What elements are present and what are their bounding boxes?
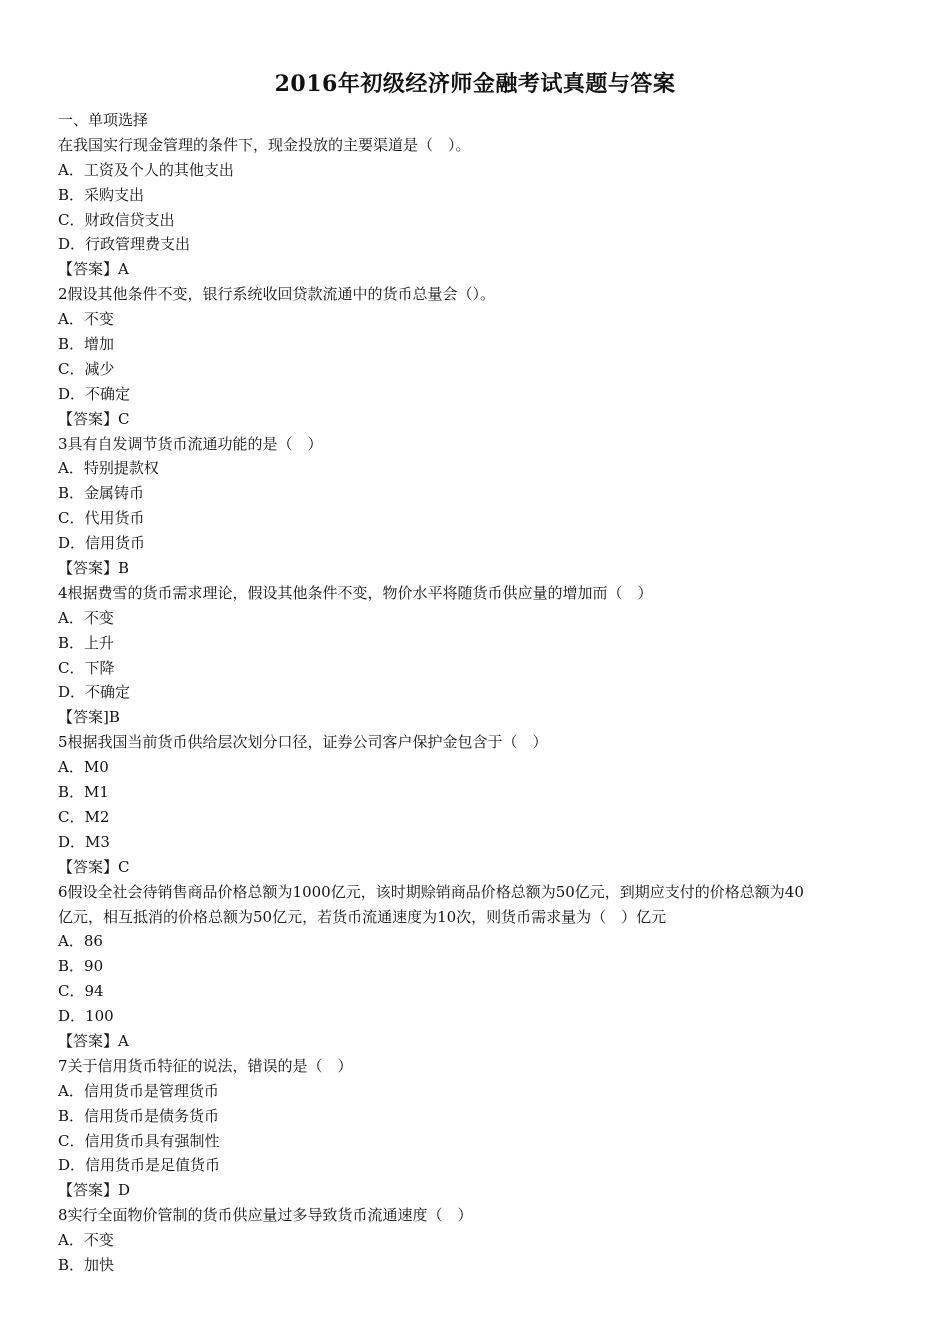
question-answer: 【答案】C (58, 857, 130, 876)
question-option: B．90 (58, 957, 104, 976)
question-option: A．信用货币是管理货币 (58, 1081, 219, 1100)
question-stem: 在我国实行现金管理的条件下，现金投放的主要渠道是（ ）。 (58, 135, 471, 154)
question-answer: 【答案】D (58, 1181, 131, 1200)
question-answer: 【答案】B (58, 559, 130, 578)
question-answer: 【答案】A (58, 260, 129, 279)
question-stem: 4根据费雪的货币需求理论，假设其他条件不变，物价水平将随货币供应量的增加而（ ） (58, 583, 653, 602)
question-stem: 5根据我国当前货币供给层次划分口径，证券公司客户保护金包含于（ ） (58, 733, 548, 752)
question-option: C．财政信贷支出 (58, 210, 175, 229)
question-option: C．代用货币 (58, 509, 145, 528)
question-answer: 【答案】C (58, 409, 130, 428)
question-stem: 7关于信用货币特征的说法，错误的是（ ） (58, 1056, 353, 1075)
question-option: D．M3 (58, 832, 110, 851)
question-stem: 2假设其他条件不变，银行系统收回贷款流通中的货币总量会（）。 (58, 285, 496, 304)
document-title: 2016年初级经济师金融考试真题与答案 (274, 71, 676, 97)
question-option: A．特别提款权 (58, 459, 159, 478)
question-option: C．下降 (58, 658, 115, 677)
question-stem-line-2: 亿元，相互抵消的价格总额为50亿元，若货币流通速度为10次，则货币需求量为（ ）亿元 (58, 907, 667, 926)
question-option: B．加快 (58, 1255, 115, 1274)
question-option: C．减少 (58, 359, 115, 378)
question-option: B．信用货币是债务货币 (58, 1106, 220, 1125)
question-option: A．86 (58, 932, 103, 951)
question-option: A．工资及个人的其他支出 (58, 160, 234, 179)
question-option: B．采购支出 (58, 185, 145, 204)
question-option: A．不变 (58, 608, 114, 627)
question-option: B．M1 (58, 783, 109, 802)
question-answer: 【答案]B (58, 708, 120, 727)
question-option: B．增加 (58, 335, 115, 354)
question-option: D．不确定 (58, 384, 131, 403)
question-option: C．信用货币具有强制性 (58, 1131, 220, 1150)
question-option: B．金属铸币 (58, 484, 145, 503)
question-option: C．94 (58, 982, 104, 1001)
question-answer: 【答案】A (58, 1031, 129, 1050)
question-stem: 3具有自发调节货币流通功能的是（ ） (58, 434, 323, 453)
question-option: A．不变 (58, 1231, 114, 1250)
question-option: D．100 (58, 1007, 114, 1026)
question-option: A．M0 (58, 758, 109, 777)
question-option: D．行政管理费支出 (58, 235, 191, 254)
question-stem: 8实行全面物价管制的货币供应量过多导致货币流通速度（ ） (58, 1206, 473, 1225)
question-option: C．M2 (58, 807, 110, 826)
question-option: A．不变 (58, 310, 114, 329)
question-option: D．信用货币是足值货币 (58, 1156, 221, 1175)
question-stem-line-1: 6假设全社会待销售商品价格总额为1000亿元，该时期赊销商品价格总额为50亿元，到期应支付的价格总额为40 (58, 882, 804, 901)
question-option: D．不确定 (58, 683, 131, 702)
question-option: B．上升 (58, 633, 115, 652)
question-option: D．信用货币 (58, 534, 146, 553)
section-heading: 一、单项选择 (58, 111, 149, 129)
document-body (58, 108, 898, 1278)
